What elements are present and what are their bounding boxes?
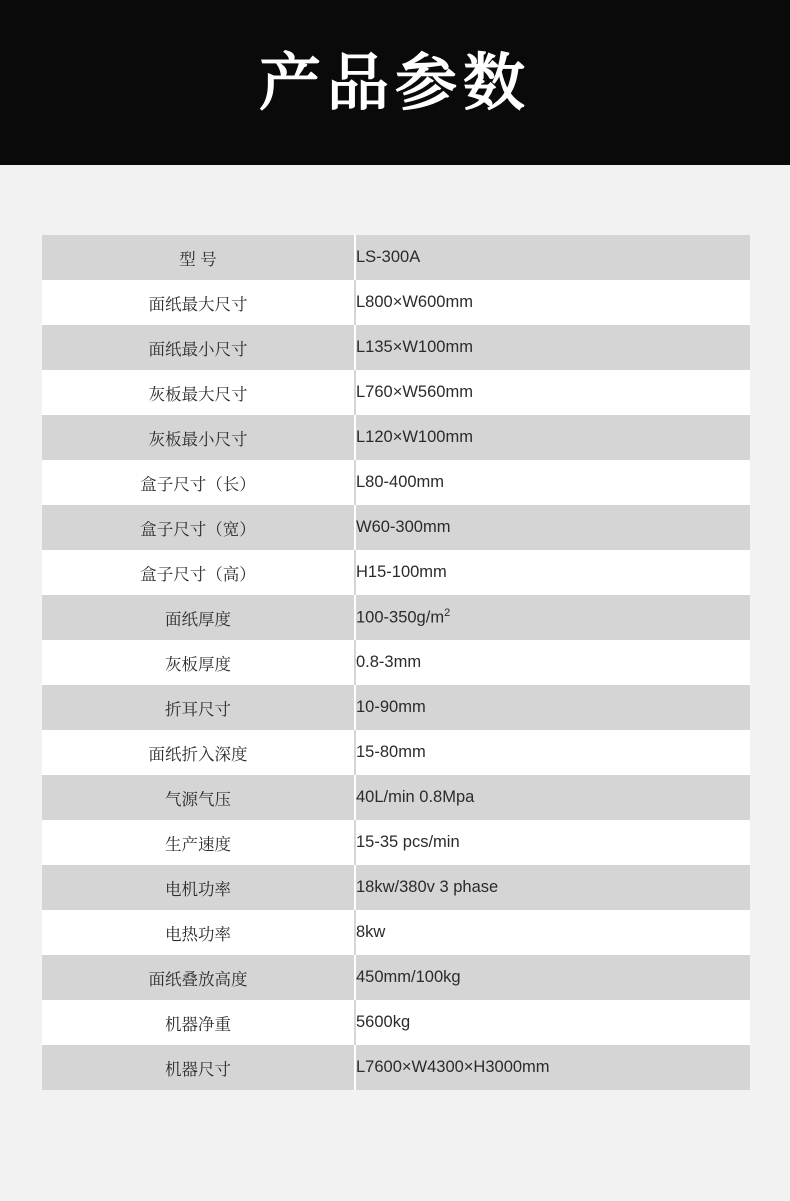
spec-value-text: 100-350g/m (356, 608, 445, 627)
table-row (42, 505, 750, 550)
spec-label: 型 号 (42, 235, 355, 280)
table-row (42, 325, 750, 370)
spec-label: 机器净重 (42, 1000, 355, 1045)
spec-label: 电热功率 (42, 910, 355, 955)
spec-label: 面纸叠放高度 (42, 955, 355, 1000)
spec-table (42, 235, 750, 1090)
spec-label: 面纸厚度 (42, 595, 355, 640)
table-row (42, 550, 750, 595)
table-row (42, 640, 750, 685)
table-row (42, 955, 750, 1000)
spec-value: W60-300mm (355, 505, 750, 550)
table-row (42, 1045, 750, 1090)
spec-value: 15-35 pcs/min (355, 820, 750, 865)
table-row (42, 820, 750, 865)
spec-label: 面纸最大尺寸 (42, 280, 355, 325)
table-row (42, 595, 750, 640)
spec-label: 机器尺寸 (42, 1045, 355, 1090)
spec-label: 盒子尺寸（高） (42, 550, 355, 595)
spec-label: 面纸折入深度 (42, 730, 355, 775)
spec-value: L800×W600mm (355, 280, 750, 325)
spec-value: 450mm/100kg (355, 955, 750, 1000)
spec-label: 灰板最大尺寸 (42, 370, 355, 415)
table-row (42, 370, 750, 415)
spec-value: 15-80mm (355, 730, 750, 775)
table-row (42, 910, 750, 955)
spec-label: 盒子尺寸（宽） (42, 505, 355, 550)
spec-value-superscript: 2 (444, 607, 451, 620)
table-row (42, 460, 750, 505)
spec-value: L7600×W4300×H3000mm (355, 1045, 750, 1090)
spec-value: 0.8-3mm (355, 640, 750, 685)
spec-value: L120×W100mm (355, 415, 750, 460)
spec-label: 盒子尺寸（长） (42, 460, 355, 505)
spec-value: 8kw (355, 910, 750, 955)
spec-value (355, 595, 750, 640)
spec-value: L80-400mm (355, 460, 750, 505)
spec-label: 灰板最小尺寸 (42, 415, 355, 460)
spec-value: 18kw/380v 3 phase (355, 865, 750, 910)
table-row (42, 280, 750, 325)
spec-value: 10-90mm (355, 685, 750, 730)
table-row (42, 1000, 750, 1045)
spec-label: 气源气压 (42, 775, 355, 820)
table-row (42, 685, 750, 730)
spec-value: LS-300A (355, 235, 750, 280)
spec-label: 灰板厚度 (42, 640, 355, 685)
table-row (42, 775, 750, 820)
spec-label: 生产速度 (42, 820, 355, 865)
spec-table-body (42, 235, 750, 1090)
spec-label: 电机功率 (42, 865, 355, 910)
spec-value: 40L/min 0.8Mpa (355, 775, 750, 820)
page-title: 产品参数 (258, 45, 531, 119)
spec-label: 折耳尺寸 (42, 685, 355, 730)
table-row (42, 865, 750, 910)
table-row (42, 235, 750, 280)
spec-value: H15-100mm (355, 550, 750, 595)
page-banner (0, 0, 790, 165)
spec-value: 5600kg (355, 1000, 750, 1045)
spec-value: L135×W100mm (355, 325, 750, 370)
table-row (42, 415, 750, 460)
spec-value: L760×W560mm (355, 370, 750, 415)
spec-label: 面纸最小尺寸 (42, 325, 355, 370)
spec-table-container (0, 165, 790, 1090)
table-row (42, 730, 750, 775)
